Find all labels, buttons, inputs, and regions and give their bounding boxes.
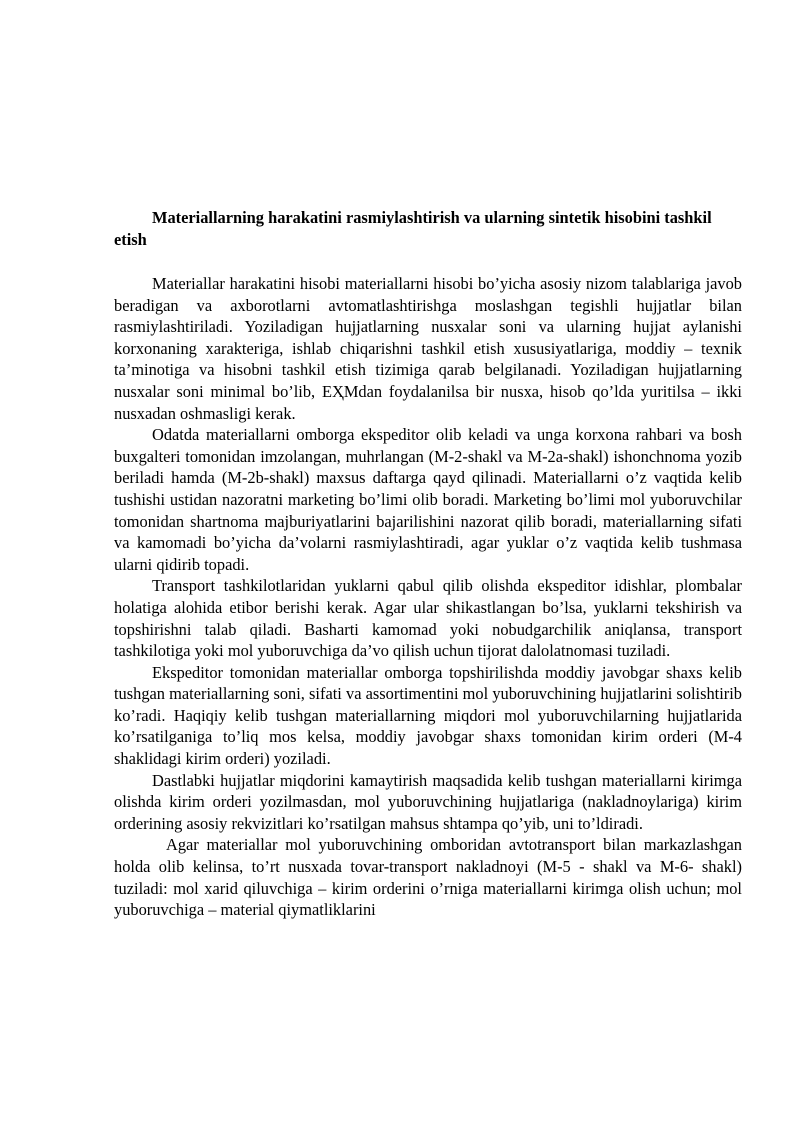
- paragraph-2: Odatda materiallarni omborga ekspeditor olib keladi va unga korxona rahbari va bosh buxgalteri tomonidan imzolangan, muhrlangan (M-2-shakl va M-2a-shakl) ishonchnoma yozib beriladi hamda (M-2b-shakl) maxsus daftarga qayd qilinadi. Materiallarni o’z vaqtida kelib tushishi ustidan nazoratni marketing bo’limi olib boradi. Marketing bo’limi mol yuboruvchilar tomonidan shartnoma majburiyatlarini bajarilishini nazorat qilib boradi, materiallarning sifati va kamomadi bo’yicha da’volarni rasmiylashtiradi, agar yuklar o’z vaqtida kelib tushmasa ularni qidirib topadi.: [114, 425, 742, 574]
- paragraph-6: Agar materiallar mol yuboruvchining omboridan avtotransport bilan markazlashgan holda olib kelinsa, to’rt nusxada tovar-transport nakladnoyi (M-5 - shakl va M-6- shakl) tuziladi: mol xarid qiluvchiga – kirim orderini o’rniga materiallarni kirimga olish uchun; mol yuboruvchiga – material qiymatliklarini: [114, 835, 742, 920]
- document-title: Materiallarning harakatini rasmiylashtirish va ularning sintetik hisobini tashkil etish: [114, 208, 712, 249]
- paragraph-4: Ekspeditor tomonidan materiallar omborga topshirilishda moddiy javobgar shaxs kelib tushgan materiallarning soni, sifati va assortimentini mol yuboruvchining hujjatlarini solishtirib ko’radi. Haqiqiy kelib tushgan materiallarning miqdori mol yuboruvchilarning hujjatlarida ko’rsatilganiga to’liq mos kelsa, moddiy javobgar shaxs tomonidan kirim orderi (M-4 shaklidagi kirim orderi) yoziladi.: [114, 662, 742, 769]
- paragraph-3: Transport tashkilotlaridan yuklarni qabul qilib olishda ekspeditor idishlar, plombalar holatiga alohida etibor berishi kerak. Agar ular shikastlangan bo’lsa, yuklarni tekshirish va topshirishni talab qiladi. Basharti kamomad yoki nobudgarchilik aniqlansa, transport tashkilotiga yoki mol yuboruvchiga da’vo qilish uchun tijorat dalolatnomasi tuziladi.: [114, 576, 742, 661]
- paragraph-1: Materiallar harakatini hisobi materiallarni hisobi bo’yicha asosiy nizom talablariga javob beradigan va axborotlarni avtomatlashtirishga moslashgan tegishli hujjatlar bilan rasmiylashtiriladi. Yoziladigan hujjatlarning nusxalar soni va ularning hujjat aylanishi korxonaning xarakteriga, ishlab chiqarishni tashkil etish xususiyatlariga, moddiy – texnik ta’minotiga va hisobni tashkil etish tizimiga qarab belgilanadi. Yoziladigan hujjatlarning nusxalar soni minimal bo’lib, EҲMdan foydalanilsa bir nusxa, hisob qo’lda yuritilsa – ikki nusxadan oshmasligi kerak.: [114, 274, 742, 423]
- document-page: [114, 207, 742, 921]
- paragraph-5: Dastlabki hujjatlar miqdorini kamaytirish maqsadida kelib tushgan materiallarni kirimga olishda kirim orderi yozilmasdan, mol yuboruvchining hujjatlariga (nakladnoylariga) kirim orderining asosiy rekvizitlari ko’rsatilgan mahsus shtampa qo’yib, uni to’ldiradi.: [114, 770, 742, 833]
